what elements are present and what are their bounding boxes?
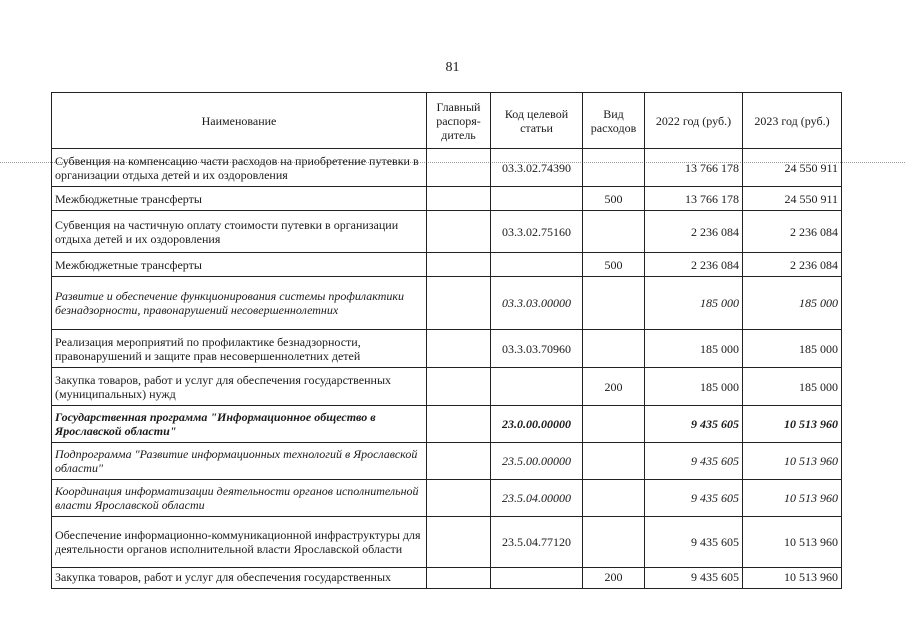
cell-name: Закупка товаров, работ и услуг для обеспечения государственных [52,568,427,589]
cell-2022: 185 000 [645,368,743,406]
table-row [52,187,842,211]
cell-admin [427,149,491,187]
cell-2022: 9 435 605 [645,443,743,480]
cell-name: Координация информатизации деятельности органов исполнительной власти Ярославской области [52,480,427,517]
cell-2023: 185 000 [743,368,842,406]
header-type: Вид расходов [583,93,645,149]
cell-2023: 10 513 960 [743,480,842,517]
cell-2022: 13 766 178 [645,187,743,211]
header-2023: 2023 год (руб.) [743,93,842,149]
cell-name: Межбюджетные трансферты [52,253,427,277]
cell-code: 23.5.04.77120 [491,517,583,568]
cell-type [583,406,645,443]
cell-code: 23.0.00.00000 [491,406,583,443]
cell-2022: 9 435 605 [645,517,743,568]
cell-2022: 9 435 605 [645,480,743,517]
cell-admin [427,253,491,277]
cell-2022: 9 435 605 [645,568,743,589]
cell-name: Субвенция на частичную оплату стоимости путевки в организации отдыха детей и их оздоровления [52,211,427,253]
cell-code: 23.5.04.00000 [491,480,583,517]
cell-2023: 10 513 960 [743,517,842,568]
header-admin: Главный распоря-дитель [427,93,491,149]
cell-2023: 10 513 960 [743,568,842,589]
table-row [52,330,842,368]
cell-type [583,149,645,187]
cell-admin [427,443,491,480]
table-row [52,277,842,330]
table-row [52,211,842,253]
cell-2022: 9 435 605 [645,406,743,443]
cell-name: Реализация мероприятий по профилактике безнадзорности, правонарушений и защите прав несовершеннолетних детей [52,330,427,368]
cell-code: 03.3.03.70960 [491,330,583,368]
cell-admin [427,211,491,253]
cell-2022: 2 236 084 [645,211,743,253]
cell-2023: 24 550 911 [743,187,842,211]
cell-code [491,568,583,589]
cell-code [491,187,583,211]
cell-2023: 185 000 [743,277,842,330]
table-row [52,517,842,568]
header-name: Наименование [52,93,427,149]
cell-admin [427,277,491,330]
cell-2023: 24 550 911 [743,149,842,187]
cell-admin [427,187,491,211]
cell-code: 23.5.00.00000 [491,443,583,480]
cell-admin [427,368,491,406]
cell-2022: 2 236 084 [645,253,743,277]
cell-code: 03.3.03.00000 [491,277,583,330]
table-row [52,568,842,589]
cell-type: 200 [583,368,645,406]
cell-type [583,211,645,253]
cell-code [491,368,583,406]
budget-table [51,92,842,589]
cell-type: 200 [583,568,645,589]
header-code: Код целевой статьи [491,93,583,149]
cell-admin [427,517,491,568]
cell-name: Обеспечение информационно-коммуникационной инфраструктуры для деятельности органов исполнительной власти Ярославской области [52,517,427,568]
cell-2023: 2 236 084 [743,253,842,277]
cell-type [583,330,645,368]
header-2022: 2022 год (руб.) [645,93,743,149]
cell-name: Межбюджетные трансферты [52,187,427,211]
page-number: 81 [445,60,460,75]
cell-type [583,517,645,568]
cell-name: Подпрограмма "Развитие информационных технологий в Ярославской области" [52,443,427,480]
table-row [52,443,842,480]
cell-type [583,443,645,480]
cell-admin [427,330,491,368]
cell-2023: 10 513 960 [743,406,842,443]
cell-type [583,480,645,517]
cell-2023: 10 513 960 [743,443,842,480]
cell-2022: 185 000 [645,330,743,368]
cell-type [583,277,645,330]
cell-admin [427,480,491,517]
table-row [52,149,842,187]
cell-2023: 185 000 [743,330,842,368]
cell-code [491,253,583,277]
table-row [52,253,842,277]
table-row [52,480,842,517]
cell-type: 500 [583,253,645,277]
cell-name: Государственная программа "Информационное общество в Ярославской области" [52,406,427,443]
cell-name: Субвенция на компенсацию части расходов на приобретение путевки в организации отдыха детей и их оздоровления [52,149,427,187]
cell-name: Закупка товаров, работ и услуг для обеспечения государственных (муниципальных) нужд [52,368,427,406]
cell-2022: 185 000 [645,277,743,330]
cell-2023: 2 236 084 [743,211,842,253]
cell-type: 500 [583,187,645,211]
table-row [52,406,842,443]
table-row [52,368,842,406]
cell-admin [427,568,491,589]
cell-admin [427,406,491,443]
cell-name: Развитие и обеспечение функционирования системы профилактики безнадзорности, правонарушений несовершеннолетних [52,277,427,330]
cell-code: 03.3.02.74390 [491,149,583,187]
cell-2022: 13 766 178 [645,149,743,187]
table-header-row [52,93,842,149]
cell-code: 03.3.02.75160 [491,211,583,253]
